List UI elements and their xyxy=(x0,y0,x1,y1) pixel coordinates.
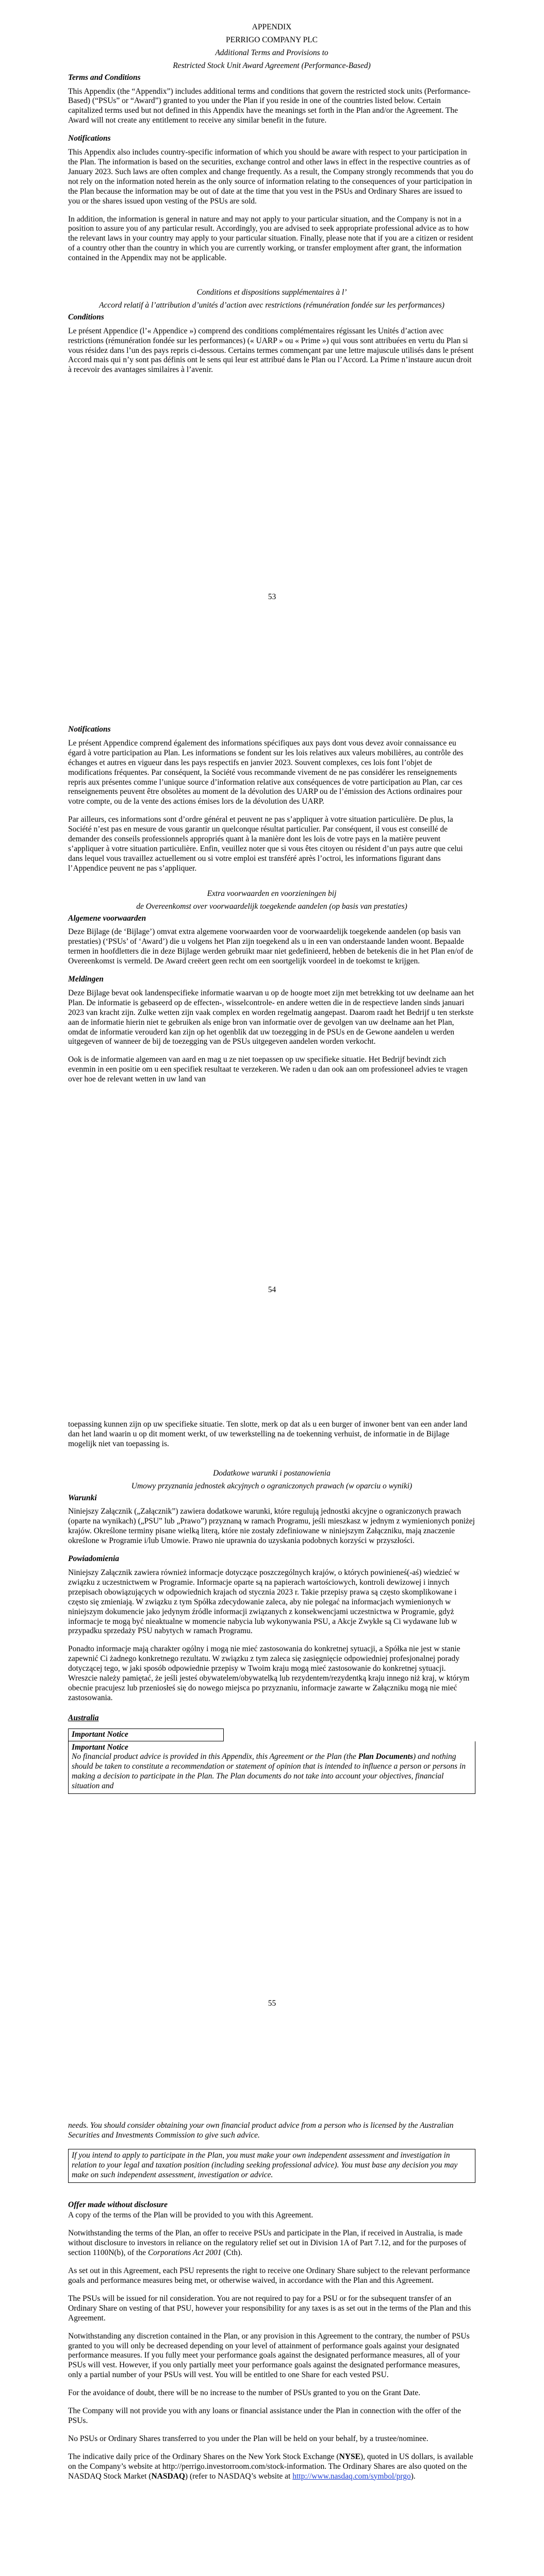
page-56-content xyxy=(68,2121,475,2489)
fr-para-conditions: Le présent Appendice (l’« Appendice ») comprend des conditions complémentaires régissant les Unités d’action avec restrictions (rémunération fondée sur les performances) (« UARP » ou « Prime ») qui vous sont attribuées en vertu du Plan si vous résidez dans l’un des pays repris ci-dessous. Certains termes commençant par une lettre majuscule utilisés dans le présent Accord mais qui n’y sont pas définis ont le sens qui leur est attribué dans le Plan ou l’Accord. La Prime n’instaure aucun droit à recevoir des avantages similaires à l’avenir. xyxy=(68,326,474,375)
page-number-55: 55 xyxy=(268,1999,276,2008)
page-53-content xyxy=(68,23,475,383)
important-notice-box xyxy=(68,1741,475,1794)
offer-heading: Offer made without disclosure xyxy=(68,2200,168,2209)
page-number-53: 53 xyxy=(268,592,276,601)
page-number-54: 54 xyxy=(268,1285,276,1294)
appendix-subtitle-1: Additional Terms and Provisions to xyxy=(215,48,328,57)
nl-title-1: Extra voorwaarden en voorzieningen bij xyxy=(207,889,337,898)
pl-title-2: Umowy przyznania jednostek akcyjnych o ograniczonych prawach (w oparciu o wyniki) xyxy=(131,1481,413,1490)
appendix-title: APPENDIX xyxy=(252,23,292,31)
fr-para-notifications-2: Par ailleurs, ces informations sont d’ordre général et peuvent ne pas s’appliquer à votre situation particulière. De plus, la Société n’est pas en mesure de vous garantir un quelconque résultat particulier. Par conséquent, il vous est conseillé de demander des conseils professionnels appropriés quant à la manière dont les lois de votre pays en la matière peuvent s’appliquer à votre situation particulière. Enfin, veuillez noter que si vous êtes citoyen ou résident d’un pays autre que celui dans lequel vous travaillez actuellement ou si votre emploi est transféré après l’octroi, les informations figurant dans l’Appendice peuvent ne pas s’appliquer. xyxy=(68,815,463,873)
notice-text-part-1: No financial product advice is provided in this Appendix, this Agreement or the Plan (the xyxy=(72,1752,358,1761)
notice-independent-assessment-box: If you intend to apply to participate in the Plan, you must make your own independent assessment and investigation in relation to your legal and taxation position (including seeking professional advice). You must base any decision you may make on such independent assessment, investigation or advice. xyxy=(68,2149,475,2183)
notice-text-plan-documents: Plan Documents xyxy=(358,1752,413,1761)
nl-para-general: Deze Bijlage (de ‘Bijlage’) omvat extra algemene voorwaarden voor de voorwaardelijk toegekende aandelen (op basis van prestaties) (‘PSUs’ of ‘Award’) die u volgens het Plan zijn toegekend als u in een van onderstaande landen woont. Bepaalde termen in hoofdletters die in deze Bijlage werden gebruikt maar niet gedefinieerd, hebben de betekenis die in het Plan en/of de Overeenkomst is vermeld. De Award creëert geen recht om een soortgelijk voordeel in de toekomst te krijgen. xyxy=(68,927,473,966)
heading-terms-and-conditions: Terms and Conditions xyxy=(68,73,141,82)
fr-heading-notifications: Notifications xyxy=(68,725,111,734)
page-54-content xyxy=(68,725,475,1093)
para-terms: This Appendix (the “Appendix”) includes additional terms and conditions that govern the restricted stock units (Performance-Based) (“PSUs” or “Award”) granted to you under the Plan if you reside in one of the countries listed below. Certain capitalized terms used but not defined in this Appendix have the meanings set forth in the Plan and/or the Agreement. The Award will not create any entitlement to receive any similar benefit in the future. xyxy=(68,87,471,125)
offer-para-8: No PSUs or Ordinary Shares transferred to you under the Plan will be held on your behalf, by a trustee/nominee. xyxy=(68,2434,428,2443)
nl-para-continued: toepassing kunnen zijn op uw specifieke situatie. Ten slotte, merk op dat als u een burger of inwoner bent van een ander land dan het land waarin u op dit moment werkt, of uw tewerkstelling na de toekenning verhuist, de informatie in de Bijlage mogelijk niet van toepassing is. xyxy=(68,1420,467,1448)
appendix-subtitle-2: Restricted Stock Unit Award Agreement (Performance-Based) xyxy=(173,61,371,70)
company-name: PERRIGO COMPANY PLC xyxy=(225,35,318,44)
offer-para-1: A copy of the terms of the Plan will be provided to you with this Agreement. xyxy=(68,2211,314,2220)
offer-para-7: The Company will not provide you with any loans or financial assistance under the Plan in connection with the offer of the PSUs. xyxy=(68,2406,461,2425)
offer-para-9-a: The indicative daily price of the Ordinary Shares on the New York Stock Exchange ( xyxy=(68,2452,339,2461)
page-55-content xyxy=(68,1420,475,1794)
fr-title-2: Accord relatif à l’attribution d’unités d’action avec restrictions (rémunération fondée sur les performances) xyxy=(99,300,444,310)
offer-para-2-b: (Cth). xyxy=(221,2248,242,2258)
nasdaq-link[interactable]: http://www.nasdaq.com/symbol/prgo xyxy=(292,2471,411,2481)
important-notice-subheading: Important Notice xyxy=(72,1742,128,1752)
nl-heading-general: Algemene voorwaarden xyxy=(68,913,146,923)
heading-notifications: Notifications xyxy=(68,134,111,143)
offer-para-9-nasdaq: NASDAQ xyxy=(151,2471,185,2481)
offer-para-6: For the avoidance of doubt, there will be no increase to the number of PSUs granted to you on the Grant Date. xyxy=(68,2388,421,2398)
fr-para-notifications-1: Le présent Appendice comprend également des informations spécifiques aux pays dont vous devez avoir connaissance eu égard à votre participation au Plan. Les informations se fondent sur les lois relatives aux valeurs mobilières, au contrôle des échanges et autres en vigueur dans les pays respectifs en janvier 2023. Souvent complexes, ces lois font l’objet de modifications fréquentes. Par conséquent, la Société vous recommande vivement de ne pas considérer les renseignements repris aux présentes comme l’unique source d’information relative aux conséquences de votre participation au Plan, car ces renseignements peuvent être obsolètes au moment de la dévolution des UARP ou de l’émission des Actions ordinaires pour votre compte, ou de la vente des actions émises lors de la dévolution des UARP. xyxy=(68,738,464,806)
para-notifications-1: This Appendix also includes country-specific information of which you should be aware with respect to your participation in the Plan. The information is based on the securities, exchange control and other laws in effect in the respective countries as of January 2023. Such laws are often complex and change frequently. As a result, the Company strongly recommends that you do not rely on the information noted herein as the only source of information relating to the consequences of your participation in the Plan because the information may be out of date at the time that you vest in the PSUs and Ordinary Shares are issued to you or the shares issued upon vesting of the PSUs are sold. xyxy=(68,148,473,206)
pl-para-notifications-1: Niniejszy Załącznik zawiera również informacje dotyczące poszczególnych krajów, o których powinieneś(-aś) wiedzieć w związku z uczestnictwem w Programie. Informacje oparte są na papierach wartościowych, kontroli dewizowej i innych przepisach obowiązujących w odpowiednich krajach od stycznia 2023 r. Takie przepisy prawa są często skomplikowane i często się zmieniają. W związku z tym Spółka zdecydowanie zaleca, aby nie polegać na informacjach wymienionych w niniejszym dokumencie jako jedynym źródle informacji związanych z konsekwencjami uczestnictwa w Programie, gdyż informacje te mogą być nieaktualne w momencie nabycia lub wykonywania PSU, a Akcje Zwykłe są Ci wydawane lub w przypadku sprzedaży PSU nabytych w ramach Programu. xyxy=(68,1568,460,1636)
offer-para-9-b: ), quoted in US dollars, is available on the Company’s website at http://perrigo.investorroom.com/stock-information. The Ordinary Shares are also quoted on the NASDAQ Stock Market ( xyxy=(68,2452,473,2481)
offer-para-9-nyse: NYSE xyxy=(339,2452,360,2461)
offer-para-2-a: Notwithstanding the terms of the Plan, an offer to receive PSUs and participate in the Plan, if received in Australia, is made without disclosure to investors in reliance on the regulatory relief set out in Division 1A of Part 7.12, and for the purposes of section 1100N(b), of the xyxy=(68,2229,467,2258)
pl-heading-notifications: Powiadomienia xyxy=(68,1554,120,1564)
nl-title-2: de Overeenkomst over voorwaardelijk toegekende aandelen (op basis van prestaties) xyxy=(136,902,407,911)
offer-para-4: The PSUs will be issued for nil consideration. You are not required to pay for a PSU or for the subsequent transfer of an Ordinary Share on vesting of that PSU, however your responsibility for any taxes is as set out in the terms of the Plan and this Agreement. xyxy=(68,2294,471,2323)
offer-para-3: As set out in this Agreement, each PSU represents the right to receive one Ordinary Share subject to the relevant performance goals and performance measures being met, or otherwise waived, in accordance with the Plan and this Agreement. xyxy=(68,2266,470,2285)
important-notice-text xyxy=(72,1752,472,1791)
nl-para-notifications-2: Ook is de informatie algemeen van aard en mag u ze niet toepassen op uw specifieke situatie. Het Bedrijf bevindt zich evenmin in een positie om u een specifiek resultaat te verzekeren. We raden u dan ook aan om professioneel advies te vragen over hoe de relevant wetten in uw land van xyxy=(68,1055,468,1084)
para-notifications-2: In addition, the information is general in nature and may not apply to your particular situation, and the Company is not in a position to assure you of any particular result. Accordingly, you are advised to seek appropriate professional advice as to how the relevant laws in your country may apply to your particular situation. Finally, please note that if you are a citizen or resident of a country other than the country in which you are currently working, or transfer employment after grant, the information contained in the Appendix may not be applicable. xyxy=(68,214,473,263)
offer-para-2-act: Corporations Act 2001 xyxy=(147,2248,222,2258)
nl-heading-notifications: Meldingen xyxy=(68,975,104,984)
offer-para-5: Notwithstanding any discretion contained in the Plan, or any provision in this Agreement to the contrary, the number of PSUs granted to you will only be decreased depending on your level of attainment of performance goals against your designated performance measures. If you fully meet your performance goals against the designated performance measures, all of your PSUs will vest. However, if you only partially meet your performance goals against the designated performance measures, only a partial number of your PSUs will vest. You will be entitled to one Share for each vested PSU. xyxy=(68,2331,470,2380)
offer-para-9-d: ). xyxy=(410,2471,416,2481)
offer-para-2 xyxy=(68,2229,475,2258)
fr-heading-conditions: Conditions xyxy=(68,312,104,321)
pl-para-notifications-2: Ponadto informacje mają charakter ogólny i mogą nie mieć zastosowania do konkretnej sytuacji, a Spółka nie jest w stanie zapewnić Ci żadnego konkretnego rezultatu. W związku z tym zaleca się zasięgnięcie odpowiedniej profesjonalnej porady dotyczącej tego, w jaki sposób odpowiednie przepisy w Twoim kraju mogą mieć zastosowanie do konkretnej sytuacji. Wreszcie należy pamiętać, że jeśli jesteś obywatelem/obywatelką lub rezydentem/rezydentką kraju innego niż kraj, w którym obecnie pracujesz lub przeniosłeś się do nowego miejsca po przyznaniu, informacje zawarte w Załączniku mogą nie mieć zastosowania. xyxy=(68,1645,470,1702)
australia-heading: Australia xyxy=(68,1713,99,1722)
offer-para-9 xyxy=(68,2452,475,2482)
fr-title-1: Conditions et dispositions supplémentaires à l’ xyxy=(196,288,347,297)
nl-para-notifications-1: Deze Bijlage bevat ook landenspecifieke informatie waarvan u op de hoogte moet zijn met betrekking tot uw deelname aan het Plan. De informatie is gebaseerd op de effecten-, wisselcontrole- en andere wetten die in de respectieve landen sinds januari 2023 van kracht zijn. Zulke wetten zijn vaak complex en worden regelmatig aangepast. Daarom raadt het Bedrijf u ten sterkste aan de informatie hierin niet te gebruiken als enige bron van informatie over de gevolgen van uw deelname aan het Plan, omdat de informatie verouderd kan zijn op het ogenblik dat uw toezegging in de PSUs en de Gewone aandelen u werden uitgegeven of wanneer de bij de toezegging van de PSUs uitgegeven aandelen worden verkocht. xyxy=(68,988,474,1046)
notice-continued: needs. You should consider obtaining your own financial product advice from a person who is licensed by the Australian Securities and Investments Commission to give such advice. xyxy=(68,2121,454,2140)
pl-heading-terms: Warunki xyxy=(68,1493,97,1502)
important-notice-title: Important Notice xyxy=(68,1728,224,1741)
pl-para-terms: Niniejszy Załącznik („Załącznik”) zawiera dodatkowe warunki, które regulują jednostki akcyjne o ograniczonych prawach (oparte na wynikach) („PSU” lub „Prawo”) przyznaną w ramach Programu, jeśli mieszkasz w jednym z wymienionych poniżej krajów. Określone terminy pisane wielką literą, które nie zostały zdefiniowane w niniejszym Załączniku, mają znaczenie określone w Programie i/lub Umowie. Prawo nie uprawnia do uzyskania podobnych korzyści w przyszłości. xyxy=(68,1507,475,1546)
notice-text-part-2: ) and nothing should be taken to constitute a recommendation or statement of opinion that is intended to influence a person or persons in making a decision to participate in the Plan. The Plan documents do not take into account your objectives, financial situation and xyxy=(72,1752,466,1791)
offer-para-9-c: ) (refer to NASDAQ’s website at xyxy=(185,2471,293,2481)
pl-title-1: Dodatkowe warunki i postanowienia xyxy=(213,1468,331,1478)
